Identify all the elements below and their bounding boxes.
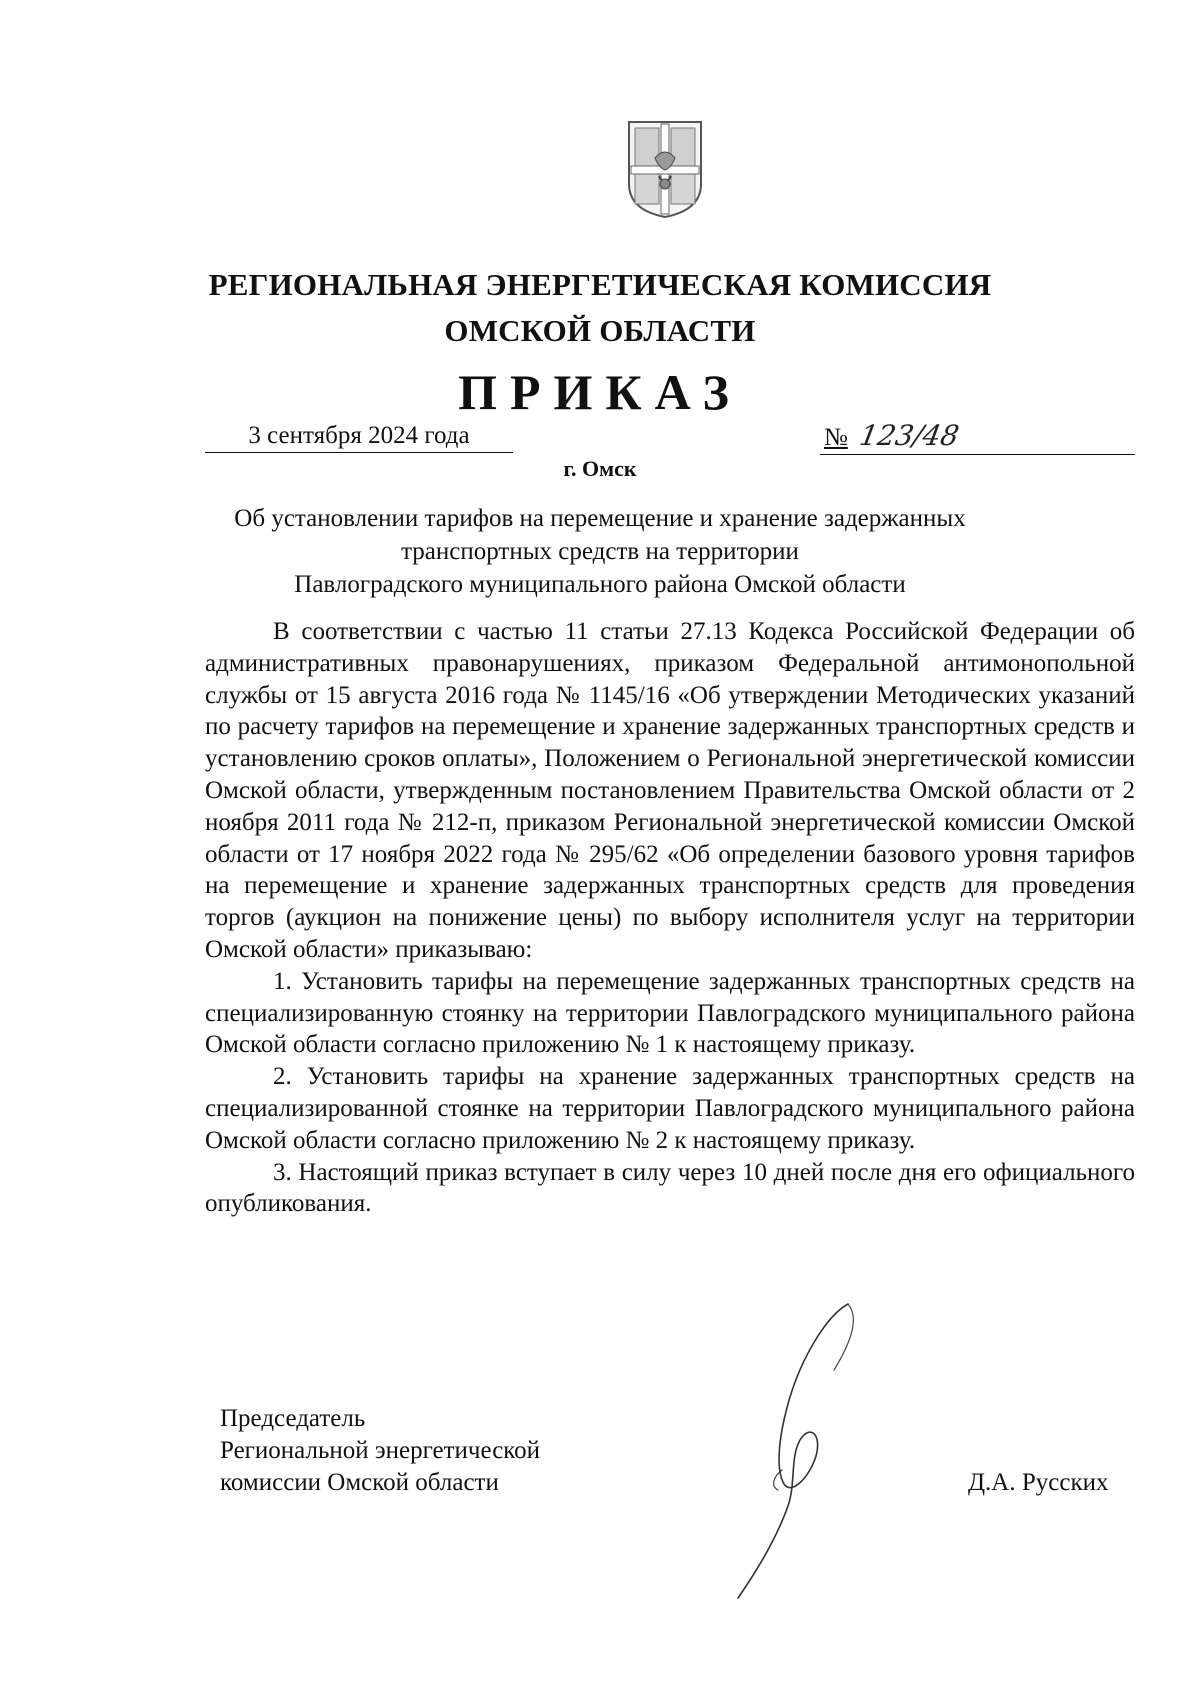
- signatory-title-line-1: Председатель: [220, 1405, 366, 1432]
- document-date: 3 сентября 2024 года: [205, 420, 513, 453]
- coat-of-arms-icon: [625, 118, 705, 220]
- document-number: [820, 420, 1135, 455]
- organization-name: [0, 262, 1200, 354]
- signatory-title: [220, 1403, 540, 1499]
- subject-line-3: Павлоградского муниципального района Омской области: [294, 571, 906, 598]
- order-item-3: 3. Настоящий приказ вступает в силу через 10 дней после дня его официального опубликования.: [205, 1158, 1135, 1218]
- document-body: [205, 616, 1135, 1220]
- subject-line-1: Об установлении тарифов на перемещение и хранение задержанных: [234, 505, 966, 532]
- signatory-title-line-3: комиссии Омской области: [220, 1469, 499, 1496]
- document-subject: [0, 502, 1200, 601]
- signatory-title-line-2: Региональной энергетической: [220, 1437, 541, 1464]
- preamble-paragraph: В соответствии с частью 11 статьи 27.13 Кодекса Российской Федерации об административных правонарушениях, приказом Федеральной антимонопольной службы от 15 августа 2016 года № 1145/16 «Об утверждении Методических указаний по расчету тарифов на перемещение и хранение задержанных транспортных средств и установлению сроков оплаты», Положением о Региональной энергетической комиссии Омской области, утвержденным постановлением Правительства Омской области от 2 ноября 2011 года № 212-п, приказом Региональной энергетической комиссии Омской области от 17 ноября 2022 года № 295/62 «Об определении базового уровня тарифов на перемещение и хранение задержанных транспортных средств для проведения торгов (аукцион на понижение цены) по выбору исполнителя услуг на территории Омской области» приказываю:: [205, 618, 1135, 963]
- document-type: ПРИКАЗ: [458, 364, 742, 420]
- number-label: №: [824, 424, 848, 451]
- organization-line-2: ОМСКОЙ ОБЛАСТИ: [444, 313, 756, 348]
- document-city: г. Омск: [563, 456, 637, 481]
- order-item-2: 2. Установить тарифы на хранение задержанных транспортных средств на специализированной стоянке на территории Павлоградского муниципального района Омской области согласно приложению № 2 к настоящему приказу.: [205, 1063, 1135, 1154]
- subject-line-2: транспортных средств на территории: [401, 538, 799, 565]
- handwritten-number: 123/48: [857, 419, 962, 452]
- signatory-name: Д.А. Русских: [968, 1469, 1109, 1496]
- organization-line-1: РЕГИОНАЛЬНАЯ ЭНЕРГЕТИЧЕСКАЯ КОМИССИЯ: [208, 267, 992, 302]
- order-item-1: 1. Установить тарифы на перемещение задержанных транспортных средств на специализированную стоянку на территории Павлоградского муниципального района Омской области согласно приложению № 1 к настоящему приказу.: [205, 967, 1135, 1059]
- signature-icon: [730, 1300, 870, 1600]
